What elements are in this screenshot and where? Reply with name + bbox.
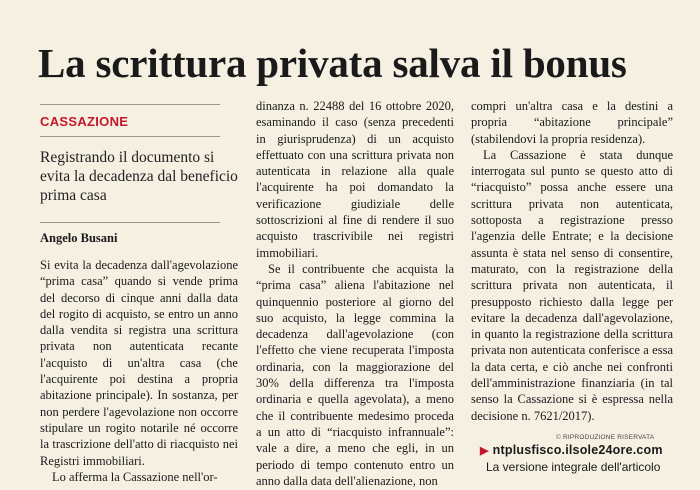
paragraph: dinanza n. 22488 del 16 ottobre 2020, esaminando il caso (senza precedenti in giurisprudenza) di un acquisto effettuato con una scrittura privata non autenticata in relazione alla quale l'acquirente ha poi domandato la verificazione giudiziale delle sottoscrizioni al fine di rendere il suo acquisto trascrivibile nei registri immobiliari. xyxy=(256,99,454,260)
article-column-1 xyxy=(40,257,238,485)
copyright-notice xyxy=(556,434,654,441)
article-link[interactable] xyxy=(480,443,663,457)
copyright-icon: © xyxy=(556,434,561,441)
article-link-text[interactable]: ntplusfisco.ilsole24ore.com xyxy=(492,443,663,457)
divider xyxy=(40,222,220,223)
article-column-3 xyxy=(471,98,673,424)
paragraph: Lo afferma la Cassazione nell'or- xyxy=(52,469,218,484)
article-column-2 xyxy=(256,98,454,489)
byline: Angelo Busani xyxy=(40,231,118,245)
divider xyxy=(40,136,220,137)
paragraph: La Cassazione è stata dunque interrogata sul punto se questo atto di “riacquisto” possa anche essere una scrittura privata non autenticata, sottoposta a registrazione presso l'agenzia delle Entrate; e la decisione assunta è stata nel senso di consentire, maturato, con la registrazione della scrittura privata non autenticata, il presupposto richiesto dalla legge per evitare la decadenza dall'agevolazione, in quanto la registrazione della scrittura privata non autenticata conferisce a essa la data certa, e ciò anche nei confronti dell'amministrazione finanziaria (in tal senso la Cassazione si è espressa nella decisione n. 7621/2017). xyxy=(471,147,673,423)
deck-subtitle: Registrando il documento si evita la decadenza dal beneficio prima casa xyxy=(40,149,238,204)
paragraph: Si evita la decadenza dall'agevolazione “prima casa” quando si vende prima del decorso di cinque anni dalla data del rogito di acquisto, se entro un anno dalla vendita si registra una scrittura privata non autenticata recante l'acquisto di un'altra casa (che l'acquirente poi destina a propria abitazione principale). In sostanza, per non perdere l'agevolazione non occorre stipulare un rogito notarile né occorre la trascrizione dell'atto di riacquisto nei Registri immobiliari. xyxy=(40,258,238,468)
headline: La scrittura privata salva il bonus xyxy=(38,40,627,86)
paragraph: compri un'altra casa e la destini a propria “abitazione principale” (stabilendovi la propria residenza). xyxy=(471,99,673,146)
paragraph: Se il contribuente che acquista la “prima casa” aliena l'abitazione nel quinquennio posteriore al giorno del suo acquisto, la legge commina la decadenza dall'agevolazione (con l'effetto che viene recuperata l'imposta ordinaria, con la maggiorazione del 30% della differenza tra l'imposta ordinaria e quella agevolata), a meno che il contribuente medesimo proceda a un atto di “riacquisto infrannuale”: vale a dire, a meno che egli, in un periodo di tempo contenuto entro un anno dalla data dell'alienazione, non xyxy=(256,261,454,488)
section-kicker: CASSAZIONE xyxy=(40,114,129,129)
copyright-text: RIPRODUZIONE RISERVATA xyxy=(563,434,655,441)
divider xyxy=(40,104,220,105)
article-link-caption: La versione integrale dell'articolo xyxy=(486,460,661,474)
arrow-right-icon: ▶ xyxy=(480,445,489,457)
